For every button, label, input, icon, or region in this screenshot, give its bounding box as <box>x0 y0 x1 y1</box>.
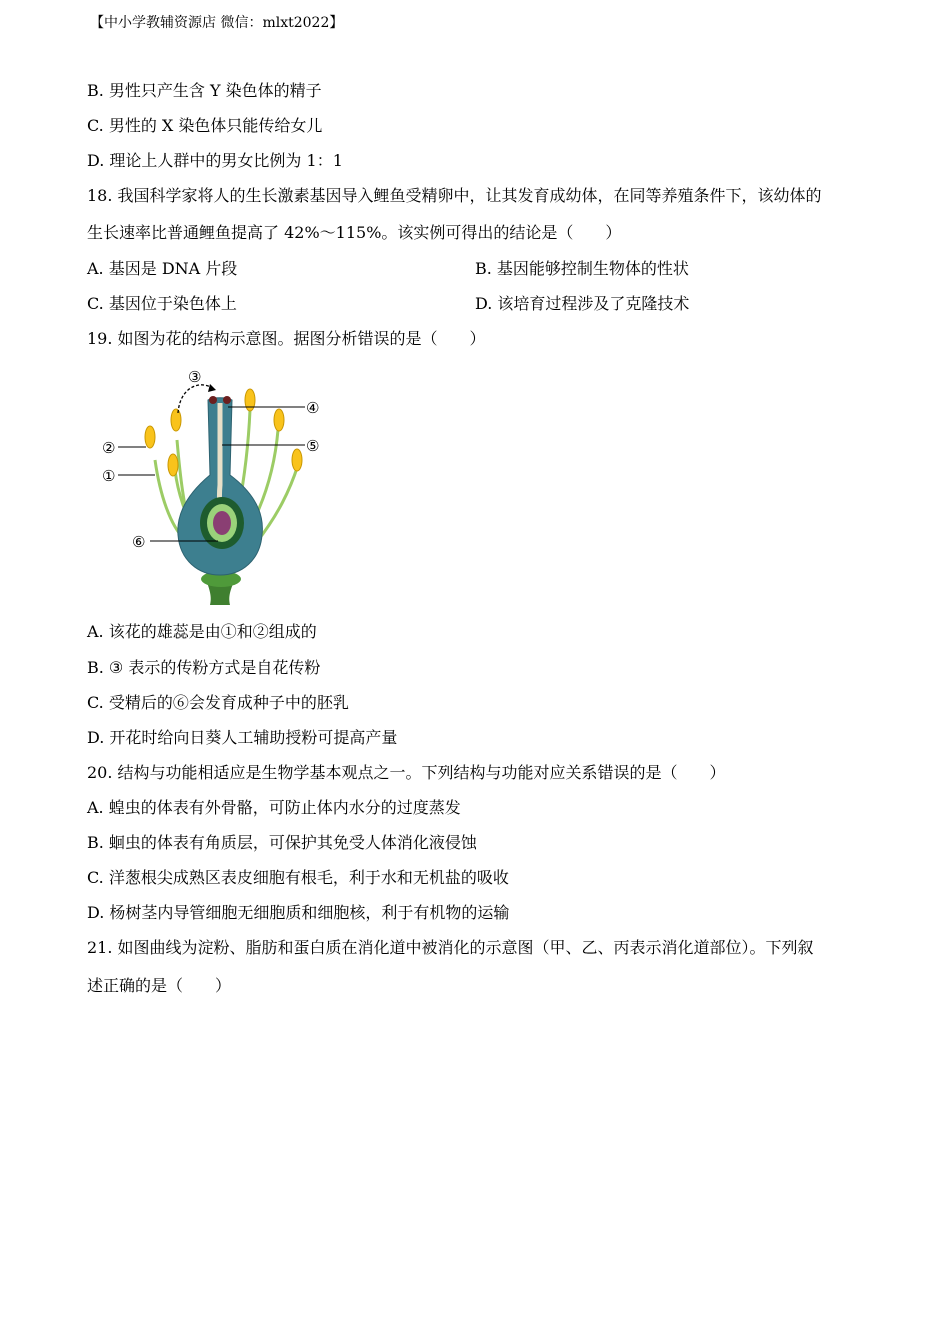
q19-option-c: C. 受精后的⑥会发育成种子中的胚乳 <box>87 693 349 712</box>
label-4: ④ <box>306 399 320 417</box>
q18-stem-line2: 生长速率比普通鲤鱼提高了 42%～115%。该实例可得出的结论是（ ） <box>87 223 622 242</box>
label-6: ⑥ <box>132 533 146 551</box>
q21-stem-line2: 述正确的是（ ） <box>87 976 232 995</box>
q18-option-d: D. 该培育过程涉及了克隆技术 <box>475 294 690 313</box>
q19-option-a: A. 该花的雄蕊是由①和②组成的 <box>87 622 317 641</box>
q20-stem: 20. 结构与功能相适应是生物学基本观点之一。下列结构与功能对应关系错误的是（ ） <box>87 763 726 782</box>
page-header: 【中小学教辅资源店 微信：mlxt2022】 <box>90 15 344 31</box>
q20-option-d: D. 杨树茎内导管细胞无细胞质和细胞核，利于有机物的运输 <box>87 903 510 922</box>
q18-option-c: C. 基因位于染色体上 <box>87 294 237 313</box>
flower-diagram <box>100 365 335 610</box>
q18-stem-line1: 18. 我国科学家将人的生长激素基因导入鲤鱼受精卵中，让其发育成幼体，在同等养殖条件下，该幼体的 <box>87 186 822 205</box>
label-1: ① <box>102 467 116 485</box>
q20-option-a: A. 蝗虫的体表有外骨骼，可防止体内水分的过度蒸发 <box>87 798 461 817</box>
label-2: ② <box>102 439 116 457</box>
flower-structure-figure <box>100 365 335 610</box>
q20-option-c: C. 洋葱根尖成熟区表皮细胞有根毛，利于水和无机盐的吸收 <box>87 868 509 887</box>
q21-stem-line1: 21. 如图曲线为淀粉、脂肪和蛋白质在消化道中被消化的示意图（甲、乙、丙表示消化道部位）。下列叙 <box>87 938 814 957</box>
label-3: ③ <box>188 368 202 386</box>
q18-option-b: B. 基因能够控制生物体的性状 <box>475 259 689 278</box>
q19-option-b: B. ③ 表示的传粉方式是自花传粉 <box>87 658 321 677</box>
q19-option-d: D. 开花时给向日葵人工辅助授粉可提高产量 <box>87 728 398 747</box>
q17-option-c: C. 男性的 X 染色体只能传给女儿 <box>87 116 323 135</box>
q17-option-b: B. 男性只产生含 Y 染色体的精子 <box>87 81 322 100</box>
q18-option-a: A. 基因是 DNA 片段 <box>87 259 238 278</box>
q17-option-d: D. 理论上人群中的男女比例为 1：1 <box>87 151 343 170</box>
q19-stem: 19. 如图为花的结构示意图。据图分析错误的是（ ） <box>87 329 486 348</box>
label-5: ⑤ <box>306 437 320 455</box>
q20-option-b: B. 蛔虫的体表有角质层，可保护其免受人体消化液侵蚀 <box>87 833 477 852</box>
